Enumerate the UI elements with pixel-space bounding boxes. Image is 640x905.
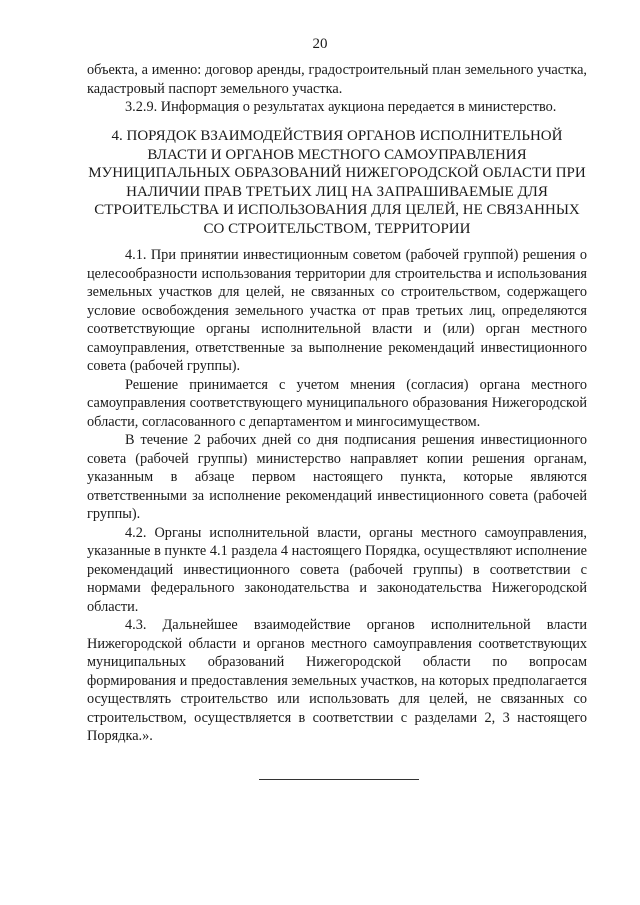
paragraph-4-2: 4.2. Органы исполнительной власти, органы местного самоуправления, указанные в пункте 4.1 раздела 4 настоящего Порядка, осуществляют исполнение рекомендаций инвестиционного совета (рабочей группы) в соответствии с нормами федерального законодательства и законодательства Нижегородской области. [87, 524, 587, 615]
end-rule [259, 779, 419, 780]
section-heading: 4. ПОРЯДОК ВЗАИМОДЕЙСТВИЯ ОРГАНОВ ИСПОЛНИТЕЛЬНОЙ ВЛАСТИ И ОРГАНОВ МЕСТНОГО САМОУПРАВЛЕНИЯ МУНИЦИПАЛЬНЫХ ОБРАЗОВАНИЙ НИЖЕГОРОДСКОЙ ОБЛАСТИ ПРИ НАЛИЧИИ ПРАВ ТРЕТЬИХ ЛИЦ НА ЗАПРАШИВАЕМЫЕ ДЛЯ СТРОИТЕЛЬСТВА И ИСПОЛЬЗОВАНИЯ ДЛЯ ЦЕЛЕЙ, НЕ СВЯЗАННЫХ СО СТРОИТЕЛЬСТВОМ, ТЕРРИТОРИИ [88, 128, 586, 237]
section-body [87, 246, 587, 746]
top-block [87, 61, 587, 117]
paragraph-4-1-copies: В течение 2 рабочих дней со дня подписания решения инвестиционного совета (рабочей группы) министерство направляет копии решения органам, указанным в абзаце первом настоящего пункта, которые являются ответственными за исполнение рекомендаций инвестиционного совета (рабочей группы). [87, 432, 587, 522]
paragraph-4-3: 4.3. Дальнейшее взаимодействие органов исполнительной власти Нижегородской области и органов местного самоуправления соответствующих муниципальных образований Нижегородской области по вопросам формирования и предоставления земельных участков, на которых предполагается осуществлять строительство или использовать для целей, не связанных со строительством, осуществляется в соответствии с разделами 2, 3 настоящего Порядка.». [87, 617, 587, 744]
page-number: 20 [312, 36, 328, 52]
paragraph-4-1-decision: Решение принимается с учетом мнения (согласия) органа местного самоуправления соответствующего муниципального образования Нижегородской области, согласованного с департаментом и мингосимуществом. [87, 376, 587, 430]
paragraph-3-2-9: 3.2.9. Информация о результатах аукциона передается в министерство. [125, 99, 557, 115]
continued-paragraph: объекта, а именно: договор аренды, градостроительный план земельного участка, кадастровый паспорт земельного участка. [87, 62, 587, 97]
paragraph-4-1: 4.1. При принятии инвестиционным советом (рабочей группой) решения о целесообразности использования территории для строительства и использования земельных участков для целей, не связанных со строительством, содержащего условие освобождения земельного участка от прав третьих лиц, определяются соответствующие органы исполнительной власти и (или) орган местного самоуправления, ответственные за выполнение рекомендаций инвестиционного совета (рабочей группы). [87, 247, 587, 374]
